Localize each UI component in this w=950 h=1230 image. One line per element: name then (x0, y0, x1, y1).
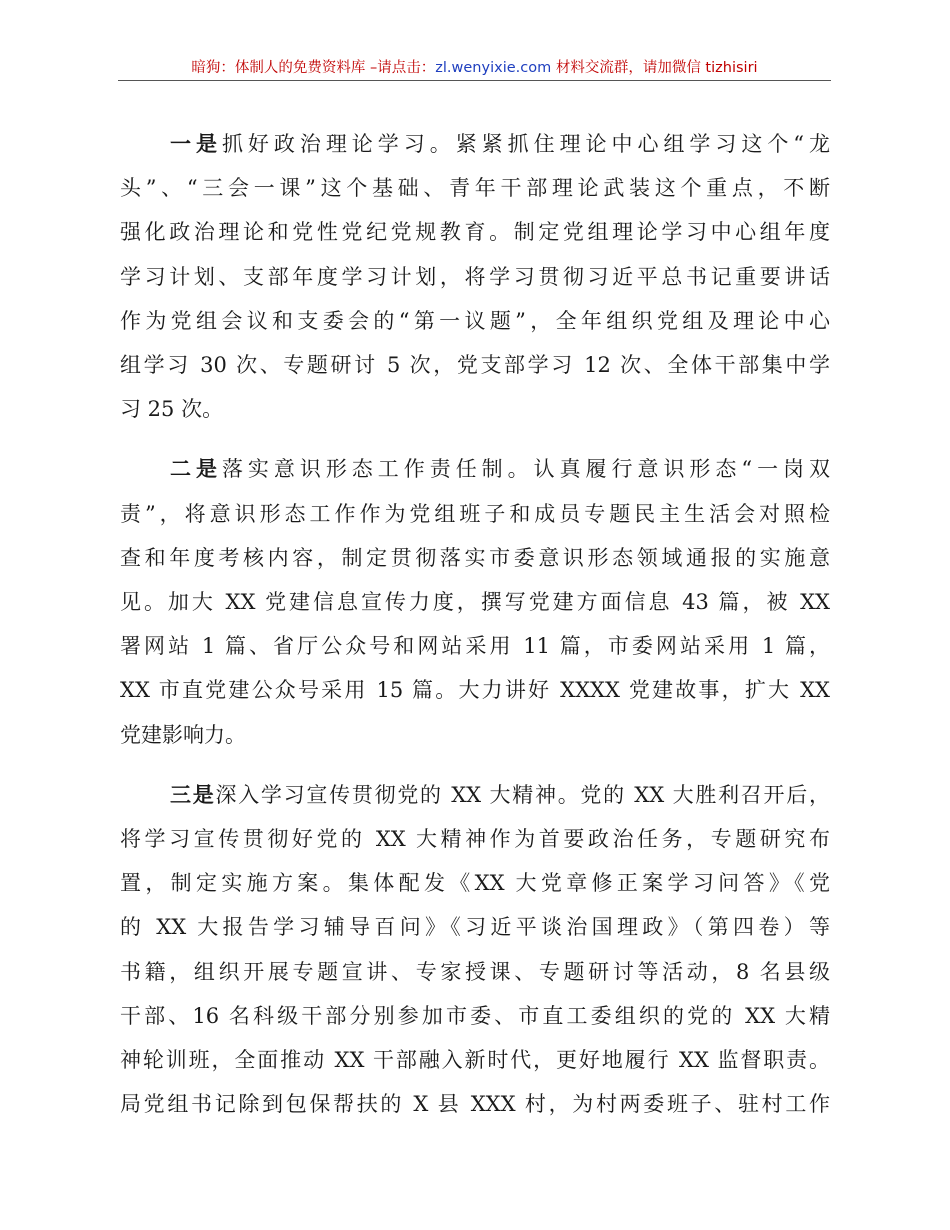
group-info: 材料交流群，请加微信 tizhisiri (551, 60, 758, 76)
paragraph-lead: 三是 (170, 781, 216, 807)
site-link[interactable]: zl.wenyixie.com (435, 60, 552, 76)
paragraph-line: 责”，将意识形态工作作为党组班子和成员专题民主生活会对照检 (120, 501, 830, 526)
document-body (120, 122, 830, 1142)
paragraph-line: 书籍，组织开展专题宣讲、专家授课、专题研讨等活动，8 名县级 (120, 959, 830, 984)
paragraph-line: 组学习 30 次、专题研讨 5 次，党支部学习 12 次、全体干部集中学 (120, 353, 830, 378)
paragraph-line: 的 XX 大报告学习辅导百问》《习近平谈治国理政》（第四卷）等 (120, 915, 830, 940)
link-prompt: –请点击： (365, 60, 436, 76)
paragraph-line: 署网站 1 篇、省厅公众号和网站采用 11 篇，市委网站采用 1 篇， (120, 634, 830, 659)
paragraph-line: 党建影响力。 (120, 722, 246, 747)
paragraph-lead: 一是 (170, 131, 222, 156)
paragraph-line: 见。加大 XX 党建信息宣传力度，撰写党建方面信息 43 篇，被 XX (120, 590, 830, 615)
paragraph-line: 学习计划、支部年度学习计划，将学习贯彻习近平总书记重要讲话 (120, 264, 830, 289)
paragraph-3 (120, 773, 830, 1127)
paragraph-line: 将学习宣传贯彻好党的 XX 大精神作为首要政治任务，专题研究布 (120, 827, 830, 852)
paragraph-line: 强化政治理论和党性党纪党规教育。制定党组理论学习中心组年度 (120, 220, 830, 245)
paragraph-line: 二是落实意识形态工作责任制。认真履行意识形态“一岗双 (170, 456, 831, 482)
paragraph-line: 置，制定实施方案。集体配发《XX 大党章修正案学习问答》《党 (120, 871, 830, 896)
paragraph-line: 查和年度考核内容，制定贯彻落实市委意识形态领域通报的实施意 (120, 545, 830, 570)
paragraph-lead: 二是 (170, 456, 222, 482)
page-header (118, 58, 831, 78)
paragraph-line: 三是深入学习宣传贯彻党的 XX 大精神。党的 XX 大胜利召开后， (170, 781, 831, 807)
paragraph-line: 习 25 次。 (120, 397, 224, 422)
paragraph-line: 头”、“三会一课”这个基础、青年干部理论武装这个重点，不断 (120, 176, 830, 201)
paragraph-line: 一是抓好政治理论学习。紧紧抓住理论中心组学习这个“龙 (170, 131, 831, 156)
header-divider (118, 80, 831, 81)
paragraph-line: XX 市直党建公众号采用 15 篇。大力讲好 XXXX 党建故事，扩大 XX (120, 678, 830, 703)
paragraph-2 (120, 447, 830, 756)
paragraph-line: 干部、16 名科级干部分别参加市委、市直工委组织的党的 XX 大精 (120, 1003, 830, 1028)
paragraph-line: 神轮训班，全面推动 XX 干部融入新时代，更好地履行 XX 监督职责。 (120, 1048, 830, 1073)
site-name: 暗狗：体制人的免费资料库 (191, 60, 366, 76)
paragraph-line: 局党组书记除到包保帮扶的 X 县 XXX 村，为村两委班子、驻村工作 (120, 1092, 830, 1117)
paragraph-line: 作为党组会议和支委会的“第一议题”，全年组织党组及理论中心 (120, 308, 830, 333)
paragraph-1 (120, 122, 830, 431)
